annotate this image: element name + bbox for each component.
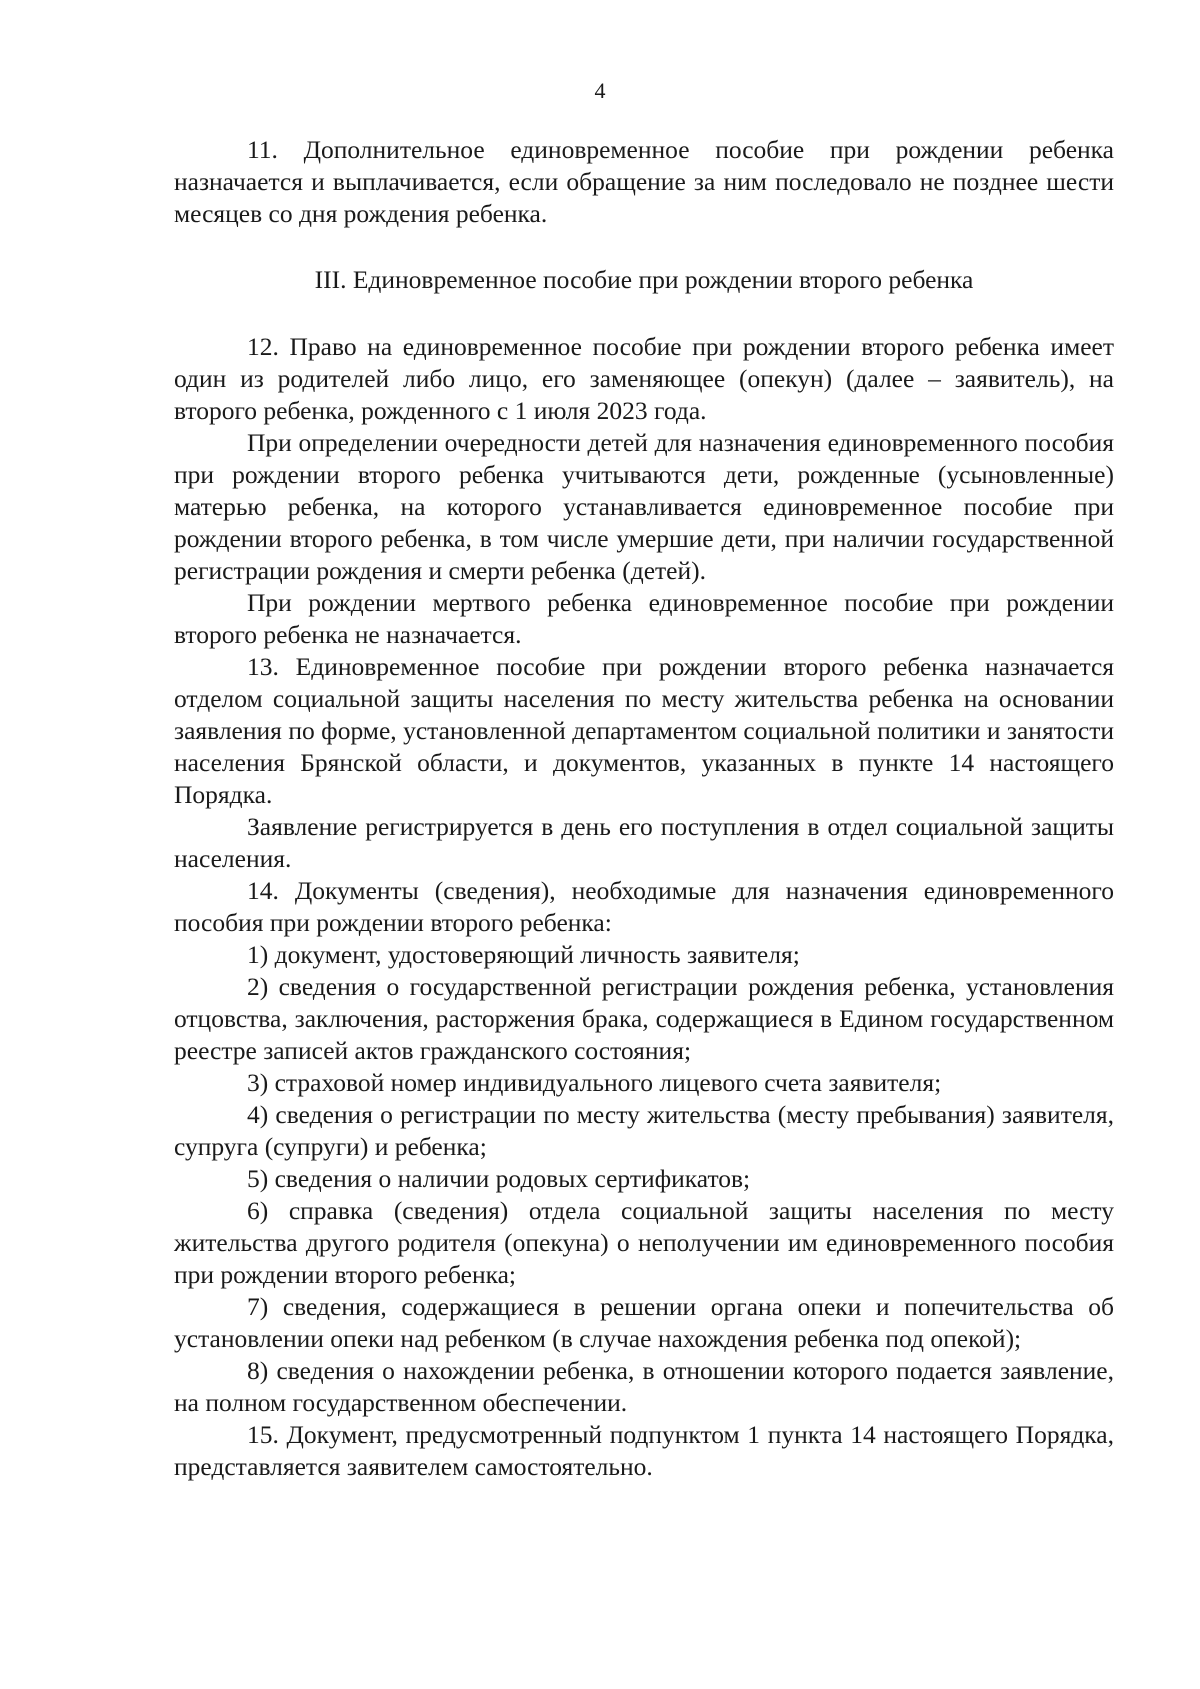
list-item-6: 6) справка (сведения) отдела социальной защиты населения по месту жительства другого родителя (опекуна) о неполучении им единовременного пособия при рождении второго ребенка; bbox=[174, 1196, 1114, 1289]
list-item-3: 3) страховой номер индивидуального лицевого счета заявителя; bbox=[247, 1068, 942, 1097]
paragraph-application-registration: Заявление регистрируется в день его поступления в отдел социальной защиты населения. bbox=[174, 812, 1114, 873]
paragraph-14: 14. Документы (сведения), необходимые для назначения единовременного пособия при рождении второго ребенка: bbox=[174, 876, 1114, 937]
list-item-4: 4) сведения о регистрации по месту жительства (месту пребывания) заявителя, супруга (супруги) и ребенка; bbox=[174, 1100, 1114, 1161]
list-item-2: 2) сведения о государственной регистрации рождения ребенка, установления отцовства, заключения, расторжения брака, содержащиеся в Едином государственном реестре записей актов гражданского состояния; bbox=[174, 972, 1114, 1065]
paragraph-15: 15. Документ, предусмотренный подпунктом 1 пункта 14 настоящего Порядка, представляется заявителем самостоятельно. bbox=[174, 1420, 1114, 1481]
list-item-7: 7) сведения, содержащиеся в решении органа опеки и попечительства об установлении опеки над ребенком (в случае нахождения ребенка под опекой); bbox=[174, 1292, 1114, 1353]
list-item-8: 8) сведения о нахождении ребенка, в отношении которого подается заявление, на полном государственном обеспечении. bbox=[174, 1356, 1114, 1417]
section-heading: III. Единовременное пособие при рождении второго ребенка bbox=[314, 265, 974, 294]
section-11-block bbox=[174, 134, 1114, 230]
paragraph-order-of-children: При определении очередности детей для назначения единовременного пособия при рождении второго ребенка учитываются дети, рожденные (усыновленные) матерью ребенка, на которого устанавливается единовременное пособие при рождении второго ребенка, в том числе умершие дети, при наличии государственной регистрации рождения и смерти ребенка (детей). bbox=[174, 428, 1114, 585]
paragraph-13: 13. Единовременное пособие при рождении второго ребенка назначается отделом социальной защиты населения по месту жительства ребенка на основании заявления по форме, установленной департаментом социальной политики и занятости населения Брянской области, и документов, указанных в пункте 14 настоящего Порядка. bbox=[174, 652, 1114, 809]
list-item-5: 5) сведения о наличии родовых сертификатов; bbox=[247, 1164, 751, 1193]
main-text-block bbox=[174, 331, 1114, 1483]
paragraph-stillbirth: При рождении мертвого ребенка единовременное пособие при рождении второго ребенка не назначается. bbox=[174, 588, 1114, 649]
page-number: 4 bbox=[594, 78, 606, 103]
paragraph-11: 11. Дополнительное единовременное пособие при рождении ребенка назначается и выплачивается, если обращение за ним последовало не позднее шести месяцев со дня рождения ребенка. bbox=[174, 135, 1114, 228]
paragraph-12: 12. Право на единовременное пособие при рождении второго ребенка имеет один из родителей либо лицо, его заменяющее (опекун) (далее – заявитель), на второго ребенка, рожденного с 1 июля 2023 года. bbox=[174, 332, 1114, 425]
list-item-1: 1) документ, удостоверяющий личность заявителя; bbox=[247, 940, 800, 969]
